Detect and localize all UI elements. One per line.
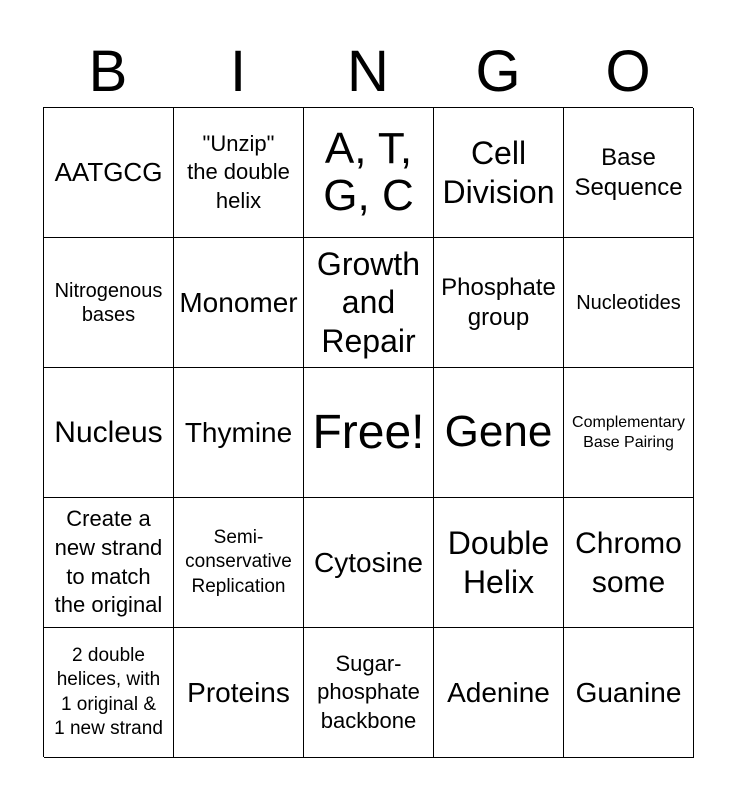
bingo-cell[interactable]: Phosphate group bbox=[434, 238, 564, 368]
bingo-cell[interactable]: Nucleus bbox=[44, 368, 174, 498]
bingo-cell[interactable]: Sugar- phosphate backbone bbox=[304, 628, 434, 758]
bingo-cell[interactable]: AATGCG bbox=[44, 108, 174, 238]
bingo-cell[interactable]: A, T, G, C bbox=[304, 108, 434, 238]
bingo-cell[interactable]: Nucleotides bbox=[564, 238, 694, 368]
bingo-cell[interactable]: Create a new strand to match the original bbox=[44, 498, 174, 628]
header-letter-n: N bbox=[347, 39, 389, 104]
bingo-cell[interactable]: Proteins bbox=[174, 628, 304, 758]
bingo-cell[interactable]: Chromo some bbox=[564, 498, 694, 628]
bingo-cell[interactable]: "Unzip" the double helix bbox=[174, 108, 304, 238]
bingo-cell[interactable]: Guanine bbox=[564, 628, 694, 758]
bingo-cell[interactable]: Semi- conservative Replication bbox=[174, 498, 304, 628]
bingo-cell[interactable]: Double Helix bbox=[434, 498, 564, 628]
bingo-cell free-space[interactable]: Free! bbox=[304, 368, 434, 498]
header-letter-b: B bbox=[88, 39, 128, 104]
header-letter-o: O bbox=[605, 39, 651, 104]
bingo-cell[interactable]: Cell Division bbox=[434, 108, 564, 238]
bingo-cell[interactable]: Complementary Base Pairing bbox=[564, 368, 694, 498]
bingo-board bbox=[43, 107, 693, 757]
bingo-cell[interactable]: 2 double helices, with 1 original & 1 new strand bbox=[44, 628, 174, 758]
bingo-cell[interactable]: Base Sequence bbox=[564, 108, 694, 238]
bingo-cell[interactable]: Monomer bbox=[174, 238, 304, 368]
bingo-cell[interactable]: Nitrogenous bases bbox=[44, 238, 174, 368]
bingo-cell[interactable]: Thymine bbox=[174, 368, 304, 498]
bingo-cell[interactable]: Gene bbox=[434, 368, 564, 498]
header-letter-i: I bbox=[229, 39, 247, 104]
bingo-header bbox=[43, 36, 693, 108]
bingo-cell[interactable]: Cytosine bbox=[304, 498, 434, 628]
bingo-cell[interactable]: Growth and Repair bbox=[304, 238, 434, 368]
bingo-cell[interactable]: Adenine bbox=[434, 628, 564, 758]
header-letter-g: G bbox=[475, 39, 521, 104]
